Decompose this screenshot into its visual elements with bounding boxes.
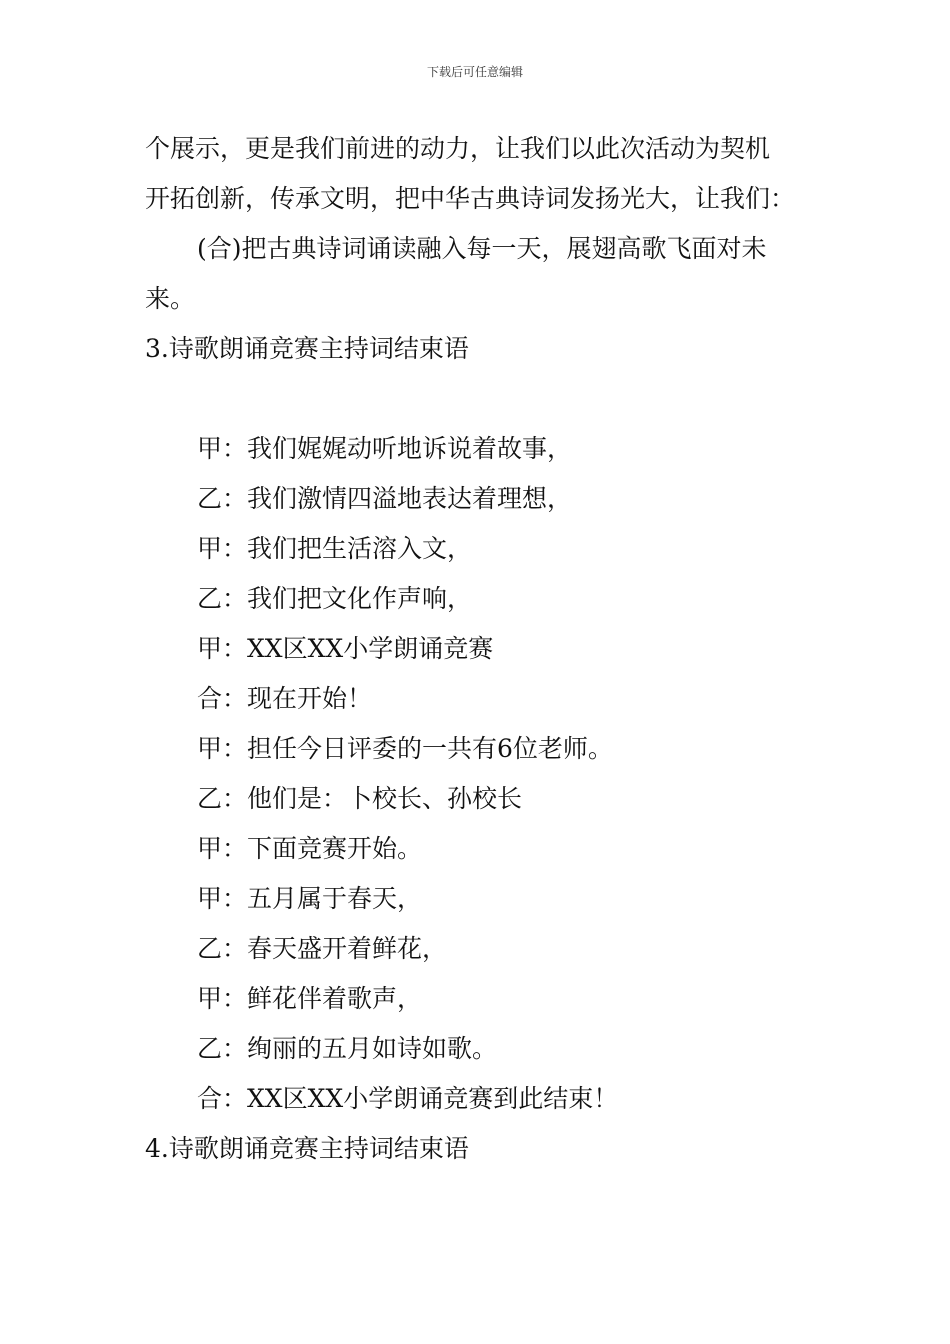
paragraph-line: 来。 (145, 284, 196, 313)
paragraph-line: 开拓创新，传承文明，把中华古典诗词发扬光大，让我们： (145, 184, 796, 213)
paragraph-line: 个展示，更是我们前进的动力，让我们以此次活动为契机 (145, 134, 771, 163)
page-header: 下载后可任意编辑 (426, 65, 523, 79)
document-body (145, 124, 810, 1174)
blank-line (145, 374, 810, 424)
dialogue-line: 甲：鲜花伴着歌声， (197, 984, 423, 1013)
dialogue-line: 甲：我们把生活溶入文， (197, 534, 473, 563)
dialogue-line: 乙：我们把文化作声响， (197, 584, 473, 613)
section-heading: 3.诗歌朗诵竞赛主持词结束语 (145, 334, 469, 363)
dialogue-line: 乙：绚丽的五月如诗如歌。 (197, 1034, 498, 1063)
dialogue-line: 乙：春天盛开着鲜花， (197, 934, 448, 963)
dialogue-line: 乙：我们激情四溢地表达着理想， (197, 484, 573, 513)
dialogue-line: 甲：担任今日评委的一共有6位老师。 (197, 734, 613, 763)
dialogue-line: 合：现在开始！ (197, 684, 373, 713)
paragraph-line: (合)把古典诗词诵读融入每一天，展翅高歌飞面对未 (197, 234, 767, 263)
dialogue-line: 甲：XX区XX小学朗诵竞赛 (197, 634, 494, 663)
dialogue-line: 合：XX区XX小学朗诵竞赛到此结束！ (197, 1084, 619, 1113)
dialogue-line: 甲：下面竞赛开始。 (197, 834, 423, 863)
dialogue-line: 甲：我们娓娓动听地诉说着故事， (197, 434, 573, 463)
dialogue-line: 甲：五月属于春天， (197, 884, 423, 913)
section-heading: 4.诗歌朗诵竞赛主持词结束语 (145, 1134, 469, 1163)
dialogue-line: 乙：他们是：卜校长、孙校长 (197, 784, 523, 813)
